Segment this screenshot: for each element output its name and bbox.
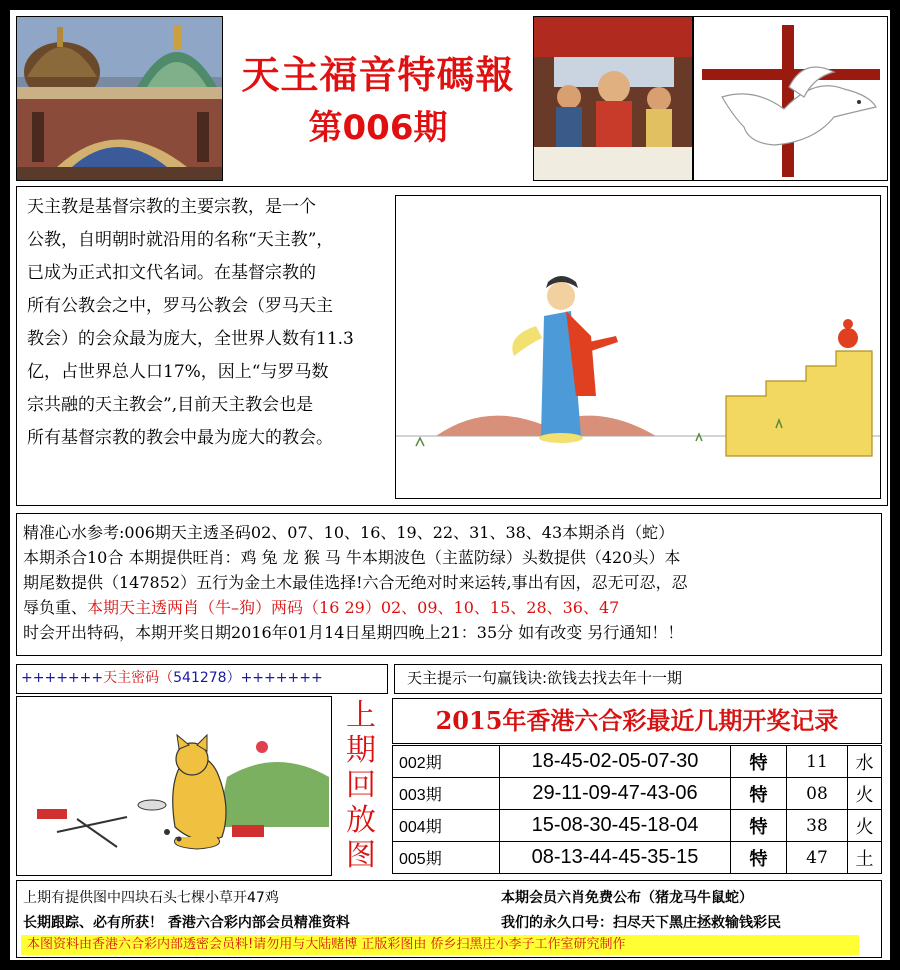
element-cell: 火 (848, 778, 882, 810)
poster (8, 8, 892, 962)
period-cell: 005期 (393, 842, 500, 874)
special-cell: 08 (787, 778, 848, 810)
reference-line-5: 时会开出特码，本期开奖日期2016年01月14日星期四晚上21：35分 如有改变 另行通知！！ (23, 623, 684, 642)
special-label-cell: 特 (731, 746, 787, 778)
numbers-cell: 29-11-09-47-43-06 (500, 778, 731, 810)
page-title: 天主福音特碼報 (241, 53, 515, 97)
replay-label (336, 698, 386, 876)
intro-line: 教会）的会众最为庞大，全世界人数有11.3 (27, 329, 354, 349)
church-illustration (17, 17, 223, 181)
footer-right-1: 本期会员六肖免费公布（猪龙马牛鼠蛇） (501, 890, 753, 906)
secret-code-bar (16, 664, 388, 694)
special-label-cell: 特 (731, 810, 787, 842)
period-cell: 003期 (393, 778, 500, 810)
replay-char: 期 (346, 733, 376, 768)
intro-line: 天主教是基督宗教的主要宗教，是一个 (27, 197, 316, 217)
footer-right-2: 我们的永久口号：扫尽天下黑庄拯救输钱彩民 (501, 915, 781, 931)
hint-text: 天主提示一句赢钱诀:欲钱去找去年十一期 (407, 669, 683, 687)
intro-line: 所有基督宗教的教会中最为庞大的教会。 (27, 428, 333, 448)
reference-highlight: 本期天主透两肖（牛–狗）两码（16 29）02、09、10、15、28、36、47 (87, 598, 620, 617)
special-cell: 38 (787, 810, 848, 842)
element-cell: 土 (848, 842, 882, 874)
element-cell: 水 (848, 746, 882, 778)
cat-illustration (16, 696, 332, 876)
footer-banner-text: 本图资料由香港六合彩内部透密会员料!请勿用与大陆赌博 正版彩图由 侨乡扫黑庄小李子工作室研究制作 (27, 937, 626, 952)
painting-photo (533, 16, 693, 181)
reference-section (16, 513, 882, 656)
period-cell: 004期 (393, 810, 500, 842)
secret-prefix: +++++++ (21, 670, 104, 686)
issue-number: 第006期 (308, 108, 448, 148)
table-row (393, 810, 882, 842)
table-row (393, 842, 882, 874)
intro-line: 所有公教会之中，罗马公教会（罗马天主 (27, 296, 333, 316)
intro-text (27, 191, 387, 455)
numbers-cell: 08-13-44-45-35-15 (500, 842, 731, 874)
footer-section (16, 880, 882, 958)
secret-suffix: ）+++++++ (226, 670, 323, 686)
replay-char: 上 (346, 698, 376, 733)
replay-char: 回 (346, 768, 376, 803)
reference-line-2: 本期杀合10合 本期提供旺肖：鸡 兔 龙 猴 马 牛本期波色（主蓝防绿）头数提供（420头）本 (23, 548, 681, 567)
reference-line-1: 精准心水参考:006期天主透圣码02、07、10、16、19、22、31、38、43本期杀肖（蛇） (23, 523, 675, 542)
special-label-cell: 特 (731, 778, 787, 810)
title-block (223, 16, 533, 181)
secret-label: 天主密码（ (103, 670, 174, 686)
period-cell: 002期 (393, 746, 500, 778)
footer-banner (21, 935, 859, 955)
special-cell: 11 (787, 746, 848, 778)
results-table (392, 745, 882, 874)
results-title: 2015年香港六合彩最近几期开奖记录 (435, 706, 839, 735)
reference-line-4 (23, 595, 879, 620)
church-photo (16, 16, 223, 181)
replay-char: 图 (346, 838, 376, 873)
reference-text (23, 520, 879, 645)
table-row (393, 778, 882, 810)
table-row (393, 746, 882, 778)
intro-line: 已成为正式扣文代名词。在基督宗教的 (27, 263, 316, 283)
reference-line-4-start: 辱负重、 (23, 598, 88, 617)
intro-section (16, 186, 888, 506)
special-cell: 47 (787, 842, 848, 874)
painting-illustration (534, 17, 693, 181)
intro-line: 宗共融的天主教会”,目前天主教会也是 (27, 395, 314, 415)
special-label-cell: 特 (731, 842, 787, 874)
element-cell: 火 (848, 810, 882, 842)
reference-line-3: 期尾数提供（147852）五行为金土木最佳选择!六合无绝对时来运转,事出有因，忍无可忍，忍 (23, 573, 688, 592)
cross-dove-image (693, 16, 888, 181)
numbers-cell: 18-45-02-05-07-30 (500, 746, 731, 778)
hint-bar (394, 664, 882, 694)
intro-line: 亿，占世界总人口17%，因上“与罗马数 (27, 362, 329, 382)
intro-line: 公教，自明朝时就沿用的名称“天主教”， (27, 230, 334, 250)
scholar-illustration (395, 195, 881, 499)
secret-code: 541278 (173, 670, 227, 686)
footer-left-2: 长期跟踪、必有所获！ 香港六合彩内部会员精准资料 (23, 915, 350, 931)
footer-left-1: 上期有提供图中四块石头七棵小草开47鸡 (23, 890, 279, 906)
scholar-picture (396, 196, 880, 498)
cat-picture (17, 697, 331, 875)
cross-dove-icon (694, 17, 889, 182)
replay-char: 放 (346, 803, 376, 838)
results-title-box (392, 698, 882, 744)
numbers-cell: 15-08-30-45-18-04 (500, 810, 731, 842)
